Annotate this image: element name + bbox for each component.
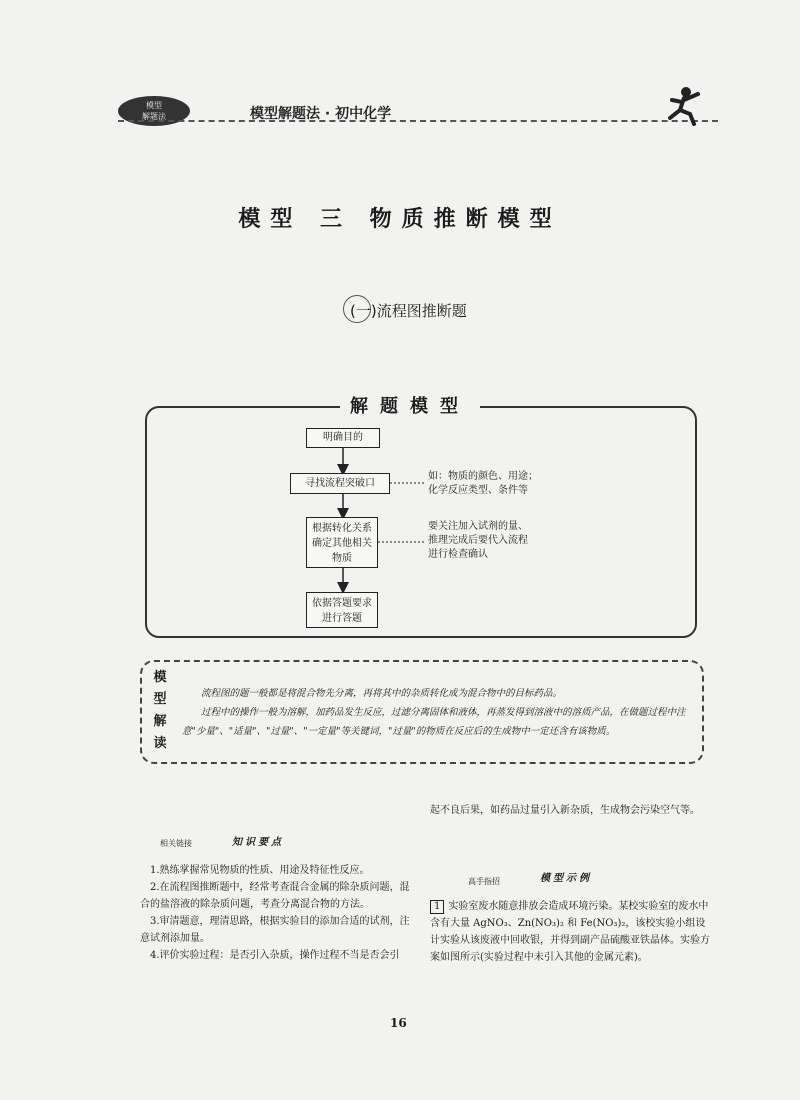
runner-icon (664, 84, 706, 126)
example-body (430, 898, 712, 966)
knowledge-list (140, 862, 410, 964)
example-number: 1 (430, 900, 444, 914)
interpretation-tag (146, 667, 174, 755)
related-link-label: 相关链接 (160, 839, 192, 848)
logo-line1: 模型 (146, 101, 162, 110)
note2-line1: 要关注加入试剂的量、 (428, 521, 528, 532)
tag-char: 解 (153, 714, 167, 729)
flow-step-4: 依据答题要求进行答题 (306, 592, 378, 628)
tag-char: 型 (153, 692, 167, 707)
flow-step-3: 根据转化关系确定其他相关物质 (306, 517, 378, 568)
knowledge-heading: 知识要点 (232, 837, 284, 848)
model-frame (145, 406, 697, 638)
interpretation-text (182, 684, 692, 741)
model-label: 解题模型 (340, 392, 480, 418)
tag-char: 模 (153, 670, 167, 685)
interpretation-para-2: 过程中的操作一般为溶解，加药品发生反应，过滤分离固体和液体，再蒸发得到溶液中的溶质产品，在做题过程中注意"少量"、"适量"、"过量"、"一定量"等关键词，"过量"的物质在反应后的生成物中一定还含有该物质。 (182, 707, 686, 737)
knowledge-item-3: 3.审清题意，理清思路，根据实验目的添加合适的试剂，注意试剂添加量。 (140, 916, 410, 944)
flow-step-2: 寻找流程突破口 (290, 473, 390, 494)
tag-char: 读 (153, 736, 167, 751)
note-breakthrough (428, 470, 538, 498)
page-number: 16 (390, 1016, 407, 1030)
continuation-text: 起不良后果，如药品过量引入新杂质，生成物会污染空气等。 (430, 805, 700, 816)
flow-step-1: 明确目的 (306, 428, 380, 448)
expert-tip-label: 高手指招 (468, 877, 500, 886)
interpretation-para-1: 流程图的题一般都是将混合物先分离，再将其中的杂质转化成为混合物中的目标药品。 (201, 688, 563, 699)
note2-line3: 进行检查确认 (428, 549, 488, 560)
knowledge-item-1: 1.熟练掌握常见物质的性质、用途及特征性反应。 (150, 865, 370, 876)
note1-line1: 如：物质的颜色、用途； (428, 471, 538, 482)
note2-line2: 推理完成后要代入流程 (428, 535, 528, 546)
section-title: (一)流程图推断题 (350, 302, 467, 320)
note1-line2: 化学反应类型、条件等 (428, 485, 528, 496)
knowledge-item-2: 2.在流程图推断题中，经常考查混合金属的除杂质问题，混合的盐溶液的除杂质问题，考查分离混合物的方法。 (140, 882, 410, 910)
example-heading: 模型示例 (540, 873, 592, 884)
example-text: 实验室废水随意排放会造成环境污染。某校实验室的废水中含有大量 AgNO₃、Zn(NO₃)₂ 和 Fe(NO₃)₂，该校实验小组设计实验从该废液中回收银，并得到副产品硫酸亚铁晶体。实验方案如图所示(实验过程中未引入其他的金属元素)。 (430, 901, 710, 963)
knowledge-item-4: 4.评价实验过程：是否引入杂质，操作过程不当是否会引 (150, 950, 400, 961)
main-title: 模型 三 物质推断模型 (238, 206, 562, 232)
header-divider (118, 120, 718, 122)
logo-line2: 解题法 (142, 112, 166, 121)
header-title: 模型解题法 · 初中化学 (250, 106, 392, 122)
note-reagent (428, 520, 528, 562)
